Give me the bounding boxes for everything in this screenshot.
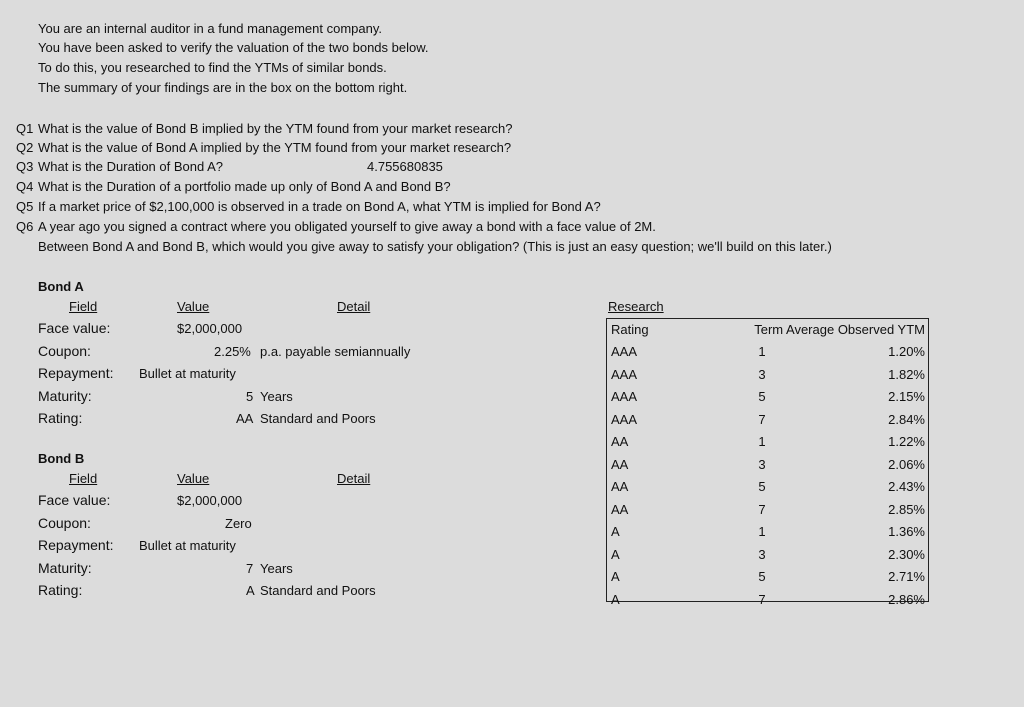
bond-b-rating-label: Rating: <box>38 582 83 598</box>
research-row <box>607 479 928 495</box>
research-row-ytm: 1.20% <box>888 344 925 359</box>
question-text: What is the Duration of Bond A? <box>38 159 223 174</box>
bond-b-detail-header: Detail <box>337 471 371 486</box>
bond-b-rating-value: A <box>246 583 255 598</box>
research-row-rating: AAA <box>611 412 638 427</box>
bond-b-field-header: Field <box>69 471 98 486</box>
question-number: Q6 <box>16 219 34 234</box>
research-row-ytm: 2.30% <box>888 547 925 562</box>
research-row <box>607 412 928 428</box>
research-row <box>607 524 928 540</box>
intro-line: You are an internal auditor in a fund management company. <box>38 21 383 36</box>
bond-a-maturity-value: 5 <box>246 389 254 404</box>
bond-b-maturity-label: Maturity: <box>38 560 92 576</box>
bond-a-rating-label: Rating: <box>38 410 83 426</box>
research-row <box>607 502 928 518</box>
research-row-term: 1 <box>758 524 766 539</box>
bond-b-coupon-label: Coupon: <box>38 515 91 531</box>
research-row-ytm: 2.86% <box>888 592 925 607</box>
research-row-rating: A <box>611 569 620 584</box>
research-row-term: 3 <box>758 367 766 382</box>
research-row-rating: A <box>611 592 620 607</box>
research-row-term: 1 <box>758 434 766 449</box>
bond-a-title: Bond A <box>38 279 84 294</box>
bond-b-repayment-value: Bullet at maturity <box>139 538 236 553</box>
bond-a-repayment-label: Repayment: <box>38 365 114 381</box>
research-table <box>606 318 929 607</box>
research-row-term: 7 <box>758 502 766 517</box>
research-row-term: 7 <box>758 592 766 607</box>
research-row <box>607 434 928 450</box>
bond-b-repayment-label: Repayment: <box>38 537 114 553</box>
bond-a-face-value: $2,000,000 <box>177 321 243 336</box>
question-text: What is the value of Bond B implied by the YTM found from your market research? <box>38 121 513 136</box>
bond-b-rating-detail: Standard and Poors <box>260 583 376 598</box>
research-row-rating: A <box>611 524 620 539</box>
intro-line: To do this, you researched to find the YTMs of similar bonds. <box>38 60 387 75</box>
research-row-ytm: 2.84% <box>888 412 925 427</box>
bond-b-value-header: Value <box>177 471 210 486</box>
research-row-ytm: 2.06% <box>888 457 925 472</box>
research-row-rating: AA <box>611 457 629 472</box>
bond-a-rating-detail: Standard and Poors <box>260 411 376 426</box>
bond-b-face-value: $2,000,000 <box>177 493 243 508</box>
bond-b-coupon-value: Zero <box>225 516 252 531</box>
research-term-ytm-header: Term Average Observed YTM <box>754 322 925 337</box>
research-row-term: 7 <box>758 412 766 427</box>
research-row-ytm: 2.43% <box>888 479 925 494</box>
bond-a-value-header: Value <box>177 299 210 314</box>
bond-b-title: Bond B <box>38 451 85 466</box>
research-row-ytm: 2.85% <box>888 502 925 517</box>
research-row <box>607 569 928 585</box>
research-row-rating: AAA <box>611 344 638 359</box>
intro-line: You have been asked to verify the valuation of the two bonds below. <box>38 40 429 55</box>
question-text: What is the Duration of a portfolio made up only of Bond A and Bond B? <box>38 179 451 194</box>
q6-followup: Between Bond A and Bond B, which would you give away to satisfy your obligation? (This is just an easy question; we'll build on this later.) <box>38 239 832 254</box>
research-row-rating: AAA <box>611 389 638 404</box>
bond-b-maturity-value: 7 <box>246 561 254 576</box>
question-number: Q3 <box>16 159 34 174</box>
question-number: Q1 <box>16 121 34 136</box>
question-number: Q5 <box>16 199 34 214</box>
research-row <box>607 344 928 360</box>
research-row-term: 3 <box>758 457 766 472</box>
research-row <box>607 457 928 473</box>
research-row-ytm: 1.82% <box>888 367 925 382</box>
research-row <box>607 389 928 405</box>
bond-a-face-label: Face value: <box>38 320 111 336</box>
research-row-rating: A <box>611 547 620 562</box>
research-row-rating: AA <box>611 479 629 494</box>
question-text: A year ago you signed a contract where you obligated yourself to give away a bond with a face value of 2M. <box>38 219 656 234</box>
research-row-term: 5 <box>758 479 766 494</box>
q3-answer: 4.755680835 <box>367 159 443 174</box>
intro-line: The summary of your findings are in the box on the bottom right. <box>38 80 408 95</box>
question-text: What is the value of Bond A implied by the YTM found from your market research? <box>38 140 512 155</box>
research-row-ytm: 2.15% <box>888 389 925 404</box>
research-row-rating: AAA <box>611 367 638 382</box>
research-row <box>607 367 928 383</box>
research-row-term: 5 <box>758 569 766 584</box>
research-row-term: 3 <box>758 547 766 562</box>
bond-b-maturity-detail: Years <box>260 561 293 576</box>
research-row-term: 5 <box>758 389 766 404</box>
research-row <box>607 592 928 608</box>
research-row-ytm: 1.22% <box>888 434 925 449</box>
research-row-rating: AA <box>611 502 629 517</box>
bond-a-coupon-detail: p.a. payable semiannually <box>260 344 411 359</box>
bond-a-field-header: Field <box>69 299 98 314</box>
research-row-ytm: 2.71% <box>888 569 925 584</box>
research-row-ytm: 1.36% <box>888 524 925 539</box>
bond-a-rating-value: AA <box>236 411 254 426</box>
bond-a-coupon-value: 2.25% <box>214 344 251 359</box>
research-title: Research <box>608 299 664 314</box>
bond-b-face-label: Face value: <box>38 492 111 508</box>
question-text: If a market price of $2,100,000 is observed in a trade on Bond A, what YTM is implied for Bond A? <box>38 199 601 214</box>
bond-a-maturity-detail: Years <box>260 389 293 404</box>
research-row <box>607 547 928 563</box>
bond-a-maturity-label: Maturity: <box>38 388 92 404</box>
bond-a-repayment-value: Bullet at maturity <box>139 366 236 381</box>
research-row-rating: AA <box>611 434 629 449</box>
question-number: Q2 <box>16 140 34 155</box>
question-number: Q4 <box>16 179 34 194</box>
bond-a-detail-header: Detail <box>337 299 371 314</box>
research-row-term: 1 <box>758 344 766 359</box>
bond-a-coupon-label: Coupon: <box>38 343 91 359</box>
research-rating-header: Rating <box>611 322 649 337</box>
